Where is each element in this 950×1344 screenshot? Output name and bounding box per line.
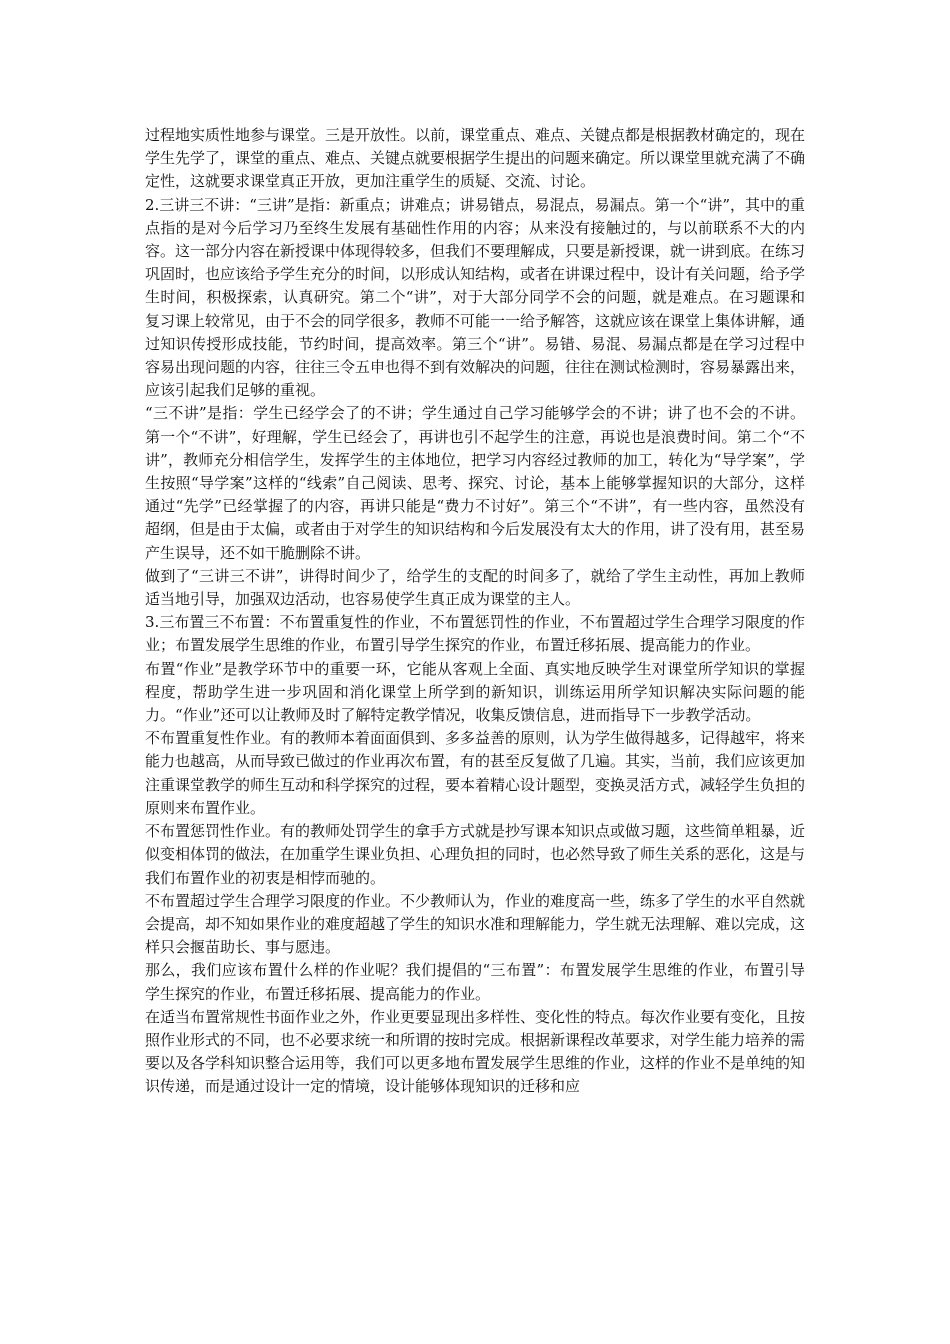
paragraph-no-punitive: 不布置惩罚性作业。有的教师处罚学生的拿手方式就是抄写课本知识点或做习题，这些简单粗暴，近似变相体罚的做法，在加重学生课业负担、心理负担的同时，也必然导致了师生关系的恶化，这是与我们布置作业的初衷是相悖而驰的。 xyxy=(145,822,806,887)
paragraph-three-lectures: 2.三讲三不讲：“三讲”是指：新重点；讲难点；讲易错点，易混点，易漏点。第一个“讲”，其中的重点指的是对今后学习乃至终生发展有基础性作用的内容；从来没有接触过的，与以前联系不大的内容。这一部分内容在新授课中体现得较多，但我们不要理解成，只要是新授课，就一讲到底。在练习巩固时，也应该给予学生充分的时间，以形成认知结构，或者在讲课过程中，设计有关问题，给予学生时间，积极探索，认真研究。第二个“讲”，对于大部分同学不会的问题，就是难点。在习题课和复习课上较常见，由于不会的同学很多，教师不可能一一给予解答，这就应该在课堂上集体讲解，通过知识传授形成技能，节约时间，提高效率。第三个“讲”。易错、易混、易漏点都是在学习过程中容易出现问题的内容，往往三令五申也得不到有效解决的问题，往往在测试检测时，容易暴露出来，应该引起我们足够的重视。 xyxy=(145,195,806,400)
paragraph-three-no-lectures: “三不讲”是指：学生已经学会了的不讲；学生通过自己学习能够学会的不讲；讲了也不会的不讲。第一个“不讲”，好理解，学生已经会了，再讲也引不起学生的注意，再说也是浪费时间。第二个“不讲”，教师充分相信学生，发挥学生的主体地位，把学习内容经过教师的加工，转化为“导学案”，学生按照“导学案”这样的“线索”自己阅读、思考、探究、讨论，基本上能够掌握知识的大部分，这样通过“先学”已经掌握了的内容，再讲只能是“费力不讨好”。第三个“不讲”，有一些内容，虽然没有超纲，但是由于太偏，或者由于对学生的知识结构和今后发展没有太大的作用，讲了没有用，甚至易产生误导，还不如干脆删除不讲。 xyxy=(145,404,806,562)
paragraph-openness: 过程地实质性地参与课堂。三是开放性。以前，课堂重点、难点、关键点都是根据教材确定的，现在学生先学了，课堂的重点、难点、关键点就要根据学生提出的问题来确定。所以课堂里就充满了不确定性，这就要求课堂真正开放，更加注重学生的质疑、交流、讨论。 xyxy=(145,126,806,191)
document-body xyxy=(145,124,805,1099)
paragraph-homework-importance: 布置“作业”是教学环节中的重要一环，它能从客观上全面、真实地反映学生对课堂所学知识的掌握程度，帮助学生进一步巩固和消化课堂上所学到的新知识，训练运用所学知识解决实际问题的能力。“作业”还可以让教师及时了解特定教学情况，收集反馈信息，进而指导下一步教学活动。 xyxy=(145,659,805,725)
paragraph-lecture-summary: 做到了“三讲三不讲”，讲得时间少了，给学生的支配的时间多了，就给了学生主动性，再加上教师适当地引导，加强双边活动，也容易使学生真正成为课堂的主人。 xyxy=(145,566,805,609)
paragraph-no-excessive: 不布置超过学生合理学习限度的作业。不少教师认为，作业的难度高一些，练多了学生的水平自然就会提高，却不知如果作业的难度超越了学生的知识水准和理解能力，学生就无法理解、难以完成，这样只会揠苗助长、事与愿违。 xyxy=(145,891,806,957)
paragraph-homework-rules: 3.三布置三不布置：不布置重复性的作业，不布置惩罚性的作业，不布置超过学生合理学习限度的作业；布置发展学生思维的作业，布置引导学生探究的作业，布置迁移拓展、提高能力的作业。 xyxy=(145,613,805,655)
paragraph-three-assign: 那么，我们应该布置什么样的作业呢？我们提倡的“三布置”：布置发展学生思维的作业，布置引导学生探究的作业，布置迁移拓展、提高能力的作业。 xyxy=(145,961,805,1003)
paragraph-diverse-homework: 在适当布置常规性书面作业之外，作业更要显现出多样性、变化性的特点。每次作业要有变化，且按照作业形式的不同，也不必要求统一和所谓的按时完成。根据新课程改革要求，对学生能力培养的需要以及各学科知识整合运用等，我们可以更多地布置发展学生思维的作业，这样的作业不是单纯的知识传递，而是通过设计一定的情境，设计能够体现知识的迁移和应 xyxy=(145,1007,806,1096)
paragraph-no-repetitive: 不布置重复性作业。有的教师本着面面俱到、多多益善的原则，认为学生做得越多，记得越牢，将来能力也越高，从而导致已做过的作业再次布置，有的甚至反复做了几遍。其实，当前，我们应该更加注重课堂教学的师生互动和科学探究的过程，要本着精心设计题型，变换灵活方式，减轻学生负担的原则来布置作业。 xyxy=(145,729,806,817)
